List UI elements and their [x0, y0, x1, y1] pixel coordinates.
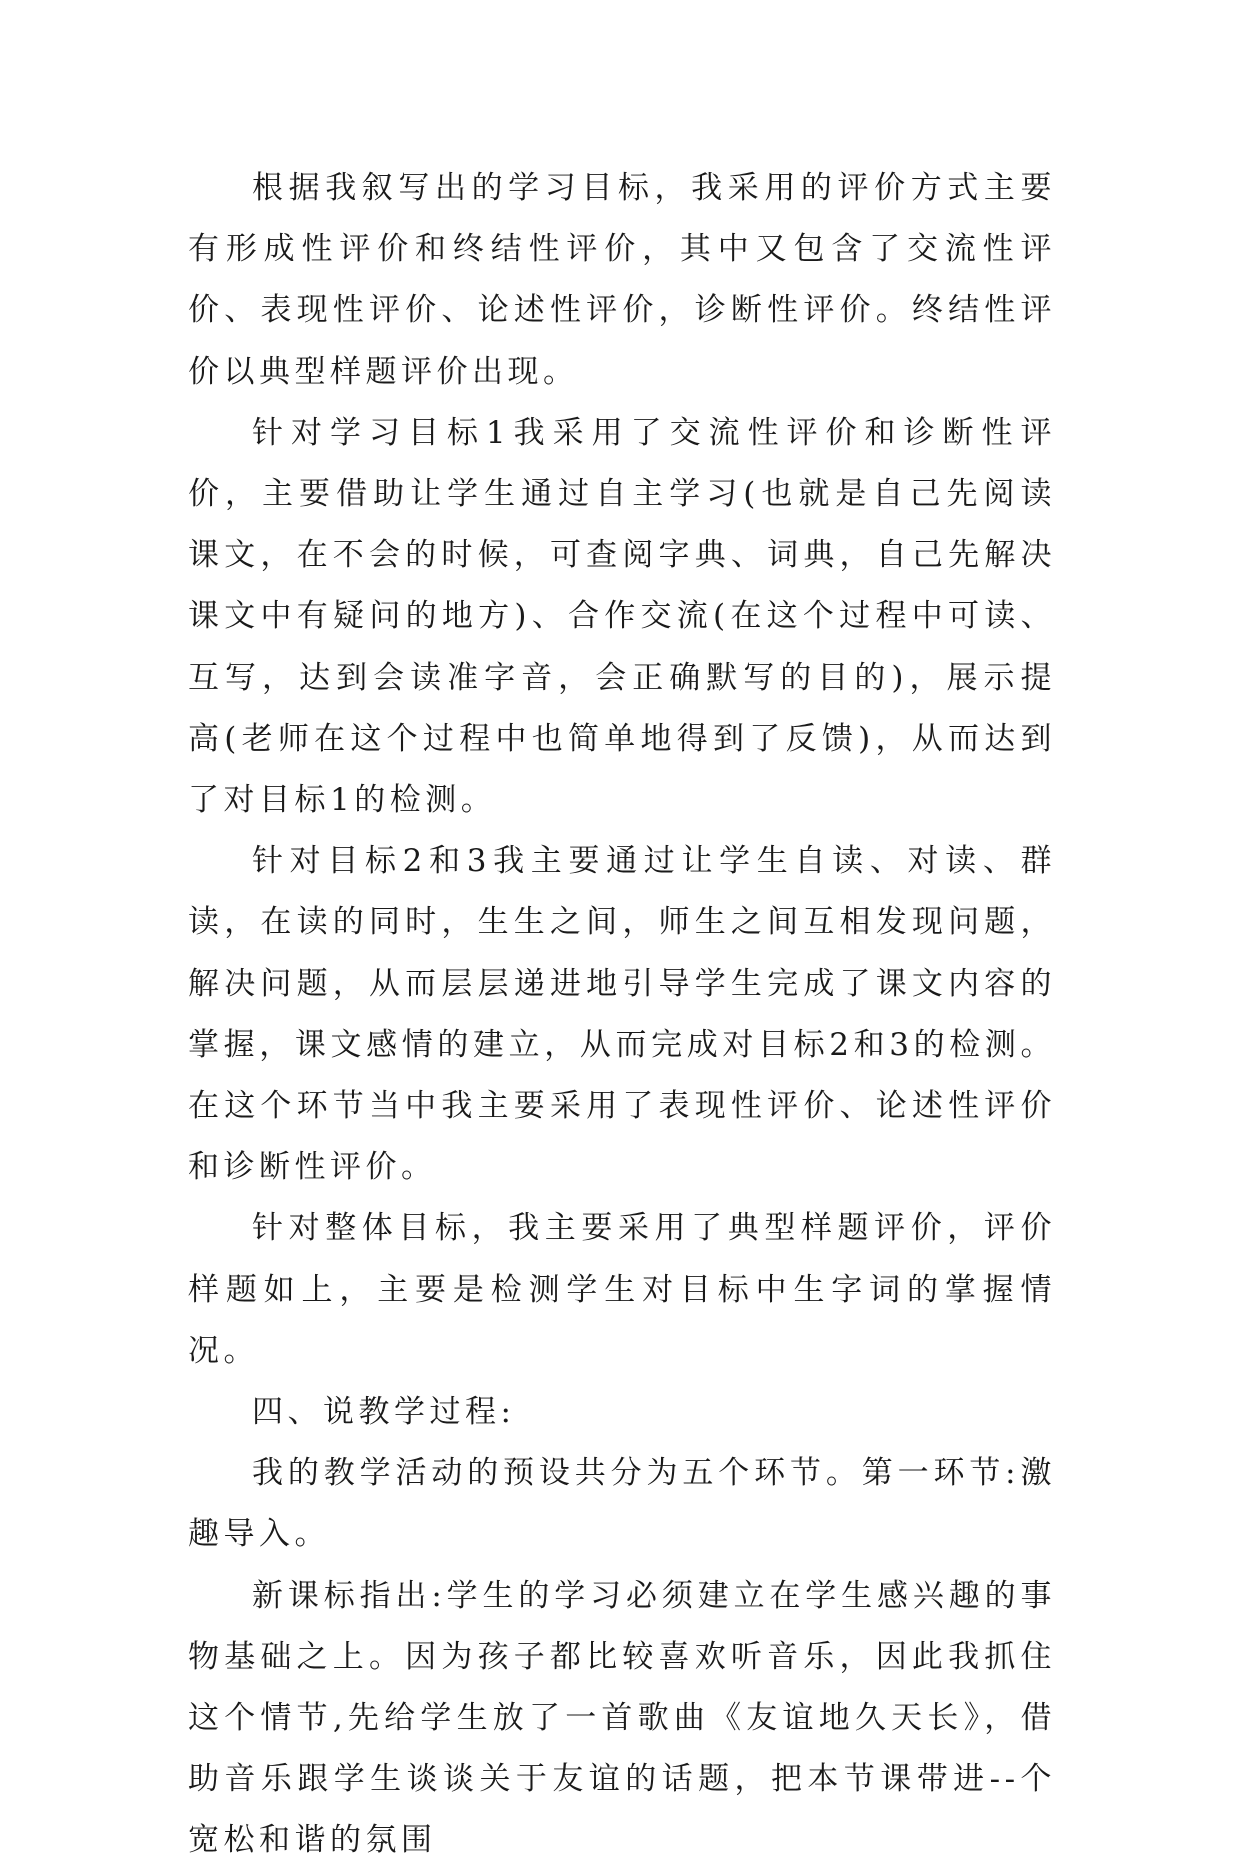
- paragraph-evaluation-methods: 根据我叙写出的学习目标，我采用的评价方式主要有形成性评价和终结性评价，其中又包含了交流性评价、表现性评价、论述性评价，诊断性评价。终结性评价以典型样题评价出现。: [188, 170, 1056, 390]
- paragraph-objective-1: 针对学习目标1我采用了交流性评价和诊断性评价，主要借助让学生通过自主学习(也就是自己先阅读课文，在不会的时候，可查阅字典、词典，自己先解决课文中有疑问的地方)、合作交流(在这个过程中可读、互写，达到会读准字音，会正确默写的目的)，展示提高(老师在这个过程中也简单地得到了反馈)，从而达到了对目标1的检测。: [188, 414, 1056, 819]
- document-body: [188, 158, 1056, 1872]
- section-heading-teaching-process: 四、说教学过程:: [252, 1394, 516, 1431]
- paragraph-overall-objective: 针对整体目标，我主要采用了典型样题评价，评价样题如上，主要是检测学生对目标中生字词的掌握情况。: [188, 1210, 1056, 1369]
- paragraph-five-stages: 我的教学活动的预设共分为五个环节。第一环节:激趣导入。: [188, 1455, 1056, 1553]
- paragraph-new-curriculum: 新课标指出:学生的学习必须建立在学生感兴趣的事物基础之上。因为孩子都比较喜欢听音乐，因此我抓住这个情节,先给学生放了一首歌曲《友谊地久天长》，借助音乐跟学生谈谈关于友谊的话题，把本节课带进--个宽松和谐的氛围: [188, 1577, 1056, 1859]
- paragraph-objectives-2-3: 针对目标2和3我主要通过让学生自读、对读、群读，在读的同时，生生之间，师生之间互相发现问题，解决问题，从而层层递进地引导学生完成了课文内容的掌握，课文感情的建立，从而完成对目标2和3的检测。在这个环节当中我主要采用了表现性评价、论述性评价和诊断性评价。: [188, 843, 1056, 1186]
